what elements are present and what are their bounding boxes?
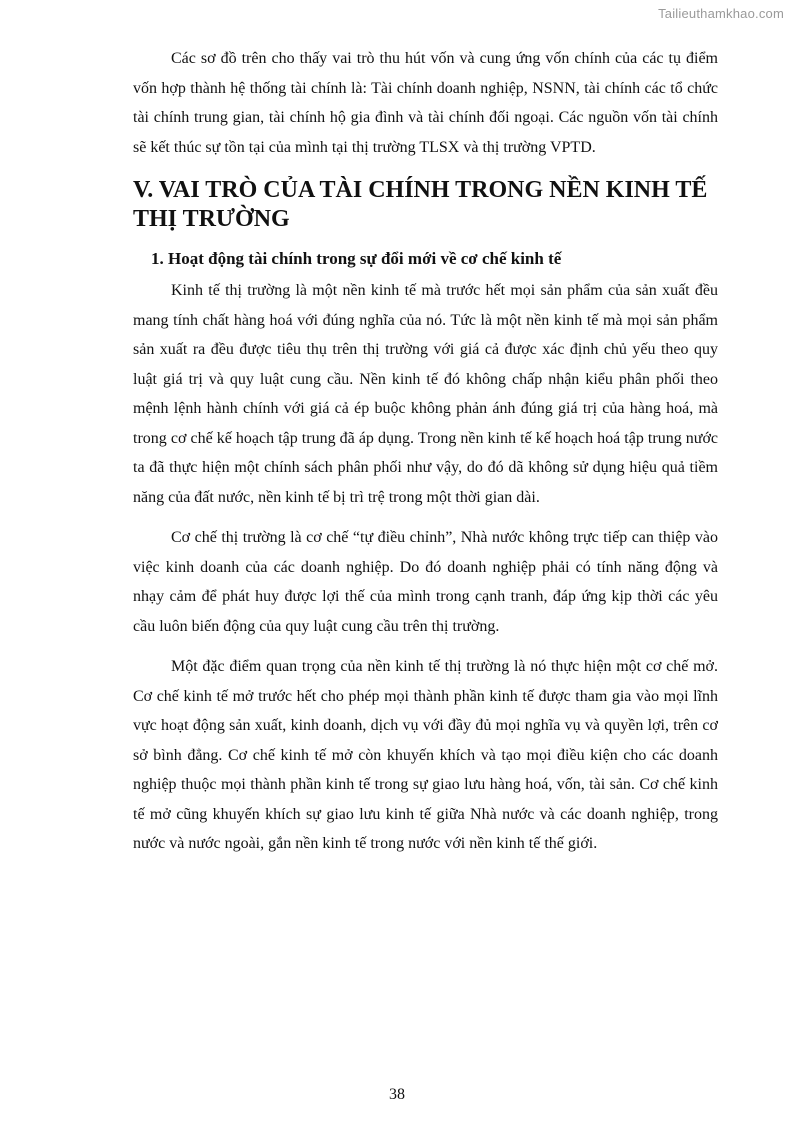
body-paragraph-1: Kinh tế thị trường là một nền kinh tế mà trước hết mọi sản phẩm của sản xuất đều mang tính chất hàng hoá với đúng nghĩa của nó. Tức là một nền kinh tế mà mọi sản phẩm sản xuất ra đều được tiêu thụ trên thị trường với giá cả được xác định chủ yếu theo quy luật giá trị và quy luật cung cầu. Nền kinh tế đó không chấp nhận kiểu phân phối theo mệnh lệnh hành chính với giá cả ép buộc không phản ánh đúng giá trị của hàng hoá, mà trong cơ chế kế hoạch tập trung đã áp dụng. Trong nền kinh tế kế hoạch hoá tập trung nước ta đã thực hiện một chính sách phân phối như vậy, do đó dã không sử dụng hiệu quả tiềm năng của đất nước, nền kinh tế bị trì trệ trong một thời gian dài. [133,282,718,506]
page-content [133,44,718,870]
intro-paragraph: Các sơ đồ trên cho thấy vai trò thu hút vốn và cung ứng vốn chính của các tụ điểm vốn hợp thành hệ thống tài chính là: Tài chính doanh nghiệp, NSNN, tài chính các tổ chức tài chính trung gian, tài chính hộ gia đình và tài chính đối ngoại. Các nguồn vốn tài chính sẽ kết thúc sự tồn tại của mình tại thị trường TLSX và thị trường VPTD. [133,50,718,156]
body-paragraph-3: Một đặc điểm quan trọng của nền kinh tế thị trường là nó thực hiện một cơ chế mở. Cơ chế kinh tế mở trước hết cho phép mọi thành phần kinh tế được tham gia vào mọi lĩnh vực hoạt động sản xuất, kinh doanh, dịch vụ với đầy đủ mọi nghĩa vụ và quyền lợi, trên cơ sở bình đẳng. Cơ chế kinh tế mở còn khuyến khích và tạo mọi điều kiện cho các doanh nghiệp thuộc mọi thành phần kinh tế trong sự giao lưu hàng hoá, vốn, tài sản. Cơ chế kinh tế mở cũng khuyến khích sự giao lưu kinh tế giữa Nhà nước và các doanh nghiệp, trong nước và nước ngoài, gắn nền kinh tế trong nước với nền kinh tế thế giới. [133,658,718,852]
page-number: 38 [389,1086,405,1103]
subsection-heading: 1. Hoạt động tài chính trong sự đổi mới về cơ chế kinh tế [151,249,562,268]
watermark: Tailieuthamkhao.com [658,6,784,21]
section-heading: V. VAI TRÒ CỦA TÀI CHÍNH TRONG NỀN KINH TẾ THỊ TRƯỜNG [133,177,708,232]
body-paragraph-2: Cơ chế thị trường là cơ chế “tự điều chỉnh”, Nhà nước không trực tiếp can thiệp vào việc kinh doanh của các doanh nghiệp. Do đó doanh nghiệp phải có tính năng động và nhạy cảm để phát huy được lợi thế của mình trong cạnh tranh, đáp ứng kịp thời các yêu cầu luôn biến động của quy luật cung cầu trên thị trường. [133,529,718,635]
